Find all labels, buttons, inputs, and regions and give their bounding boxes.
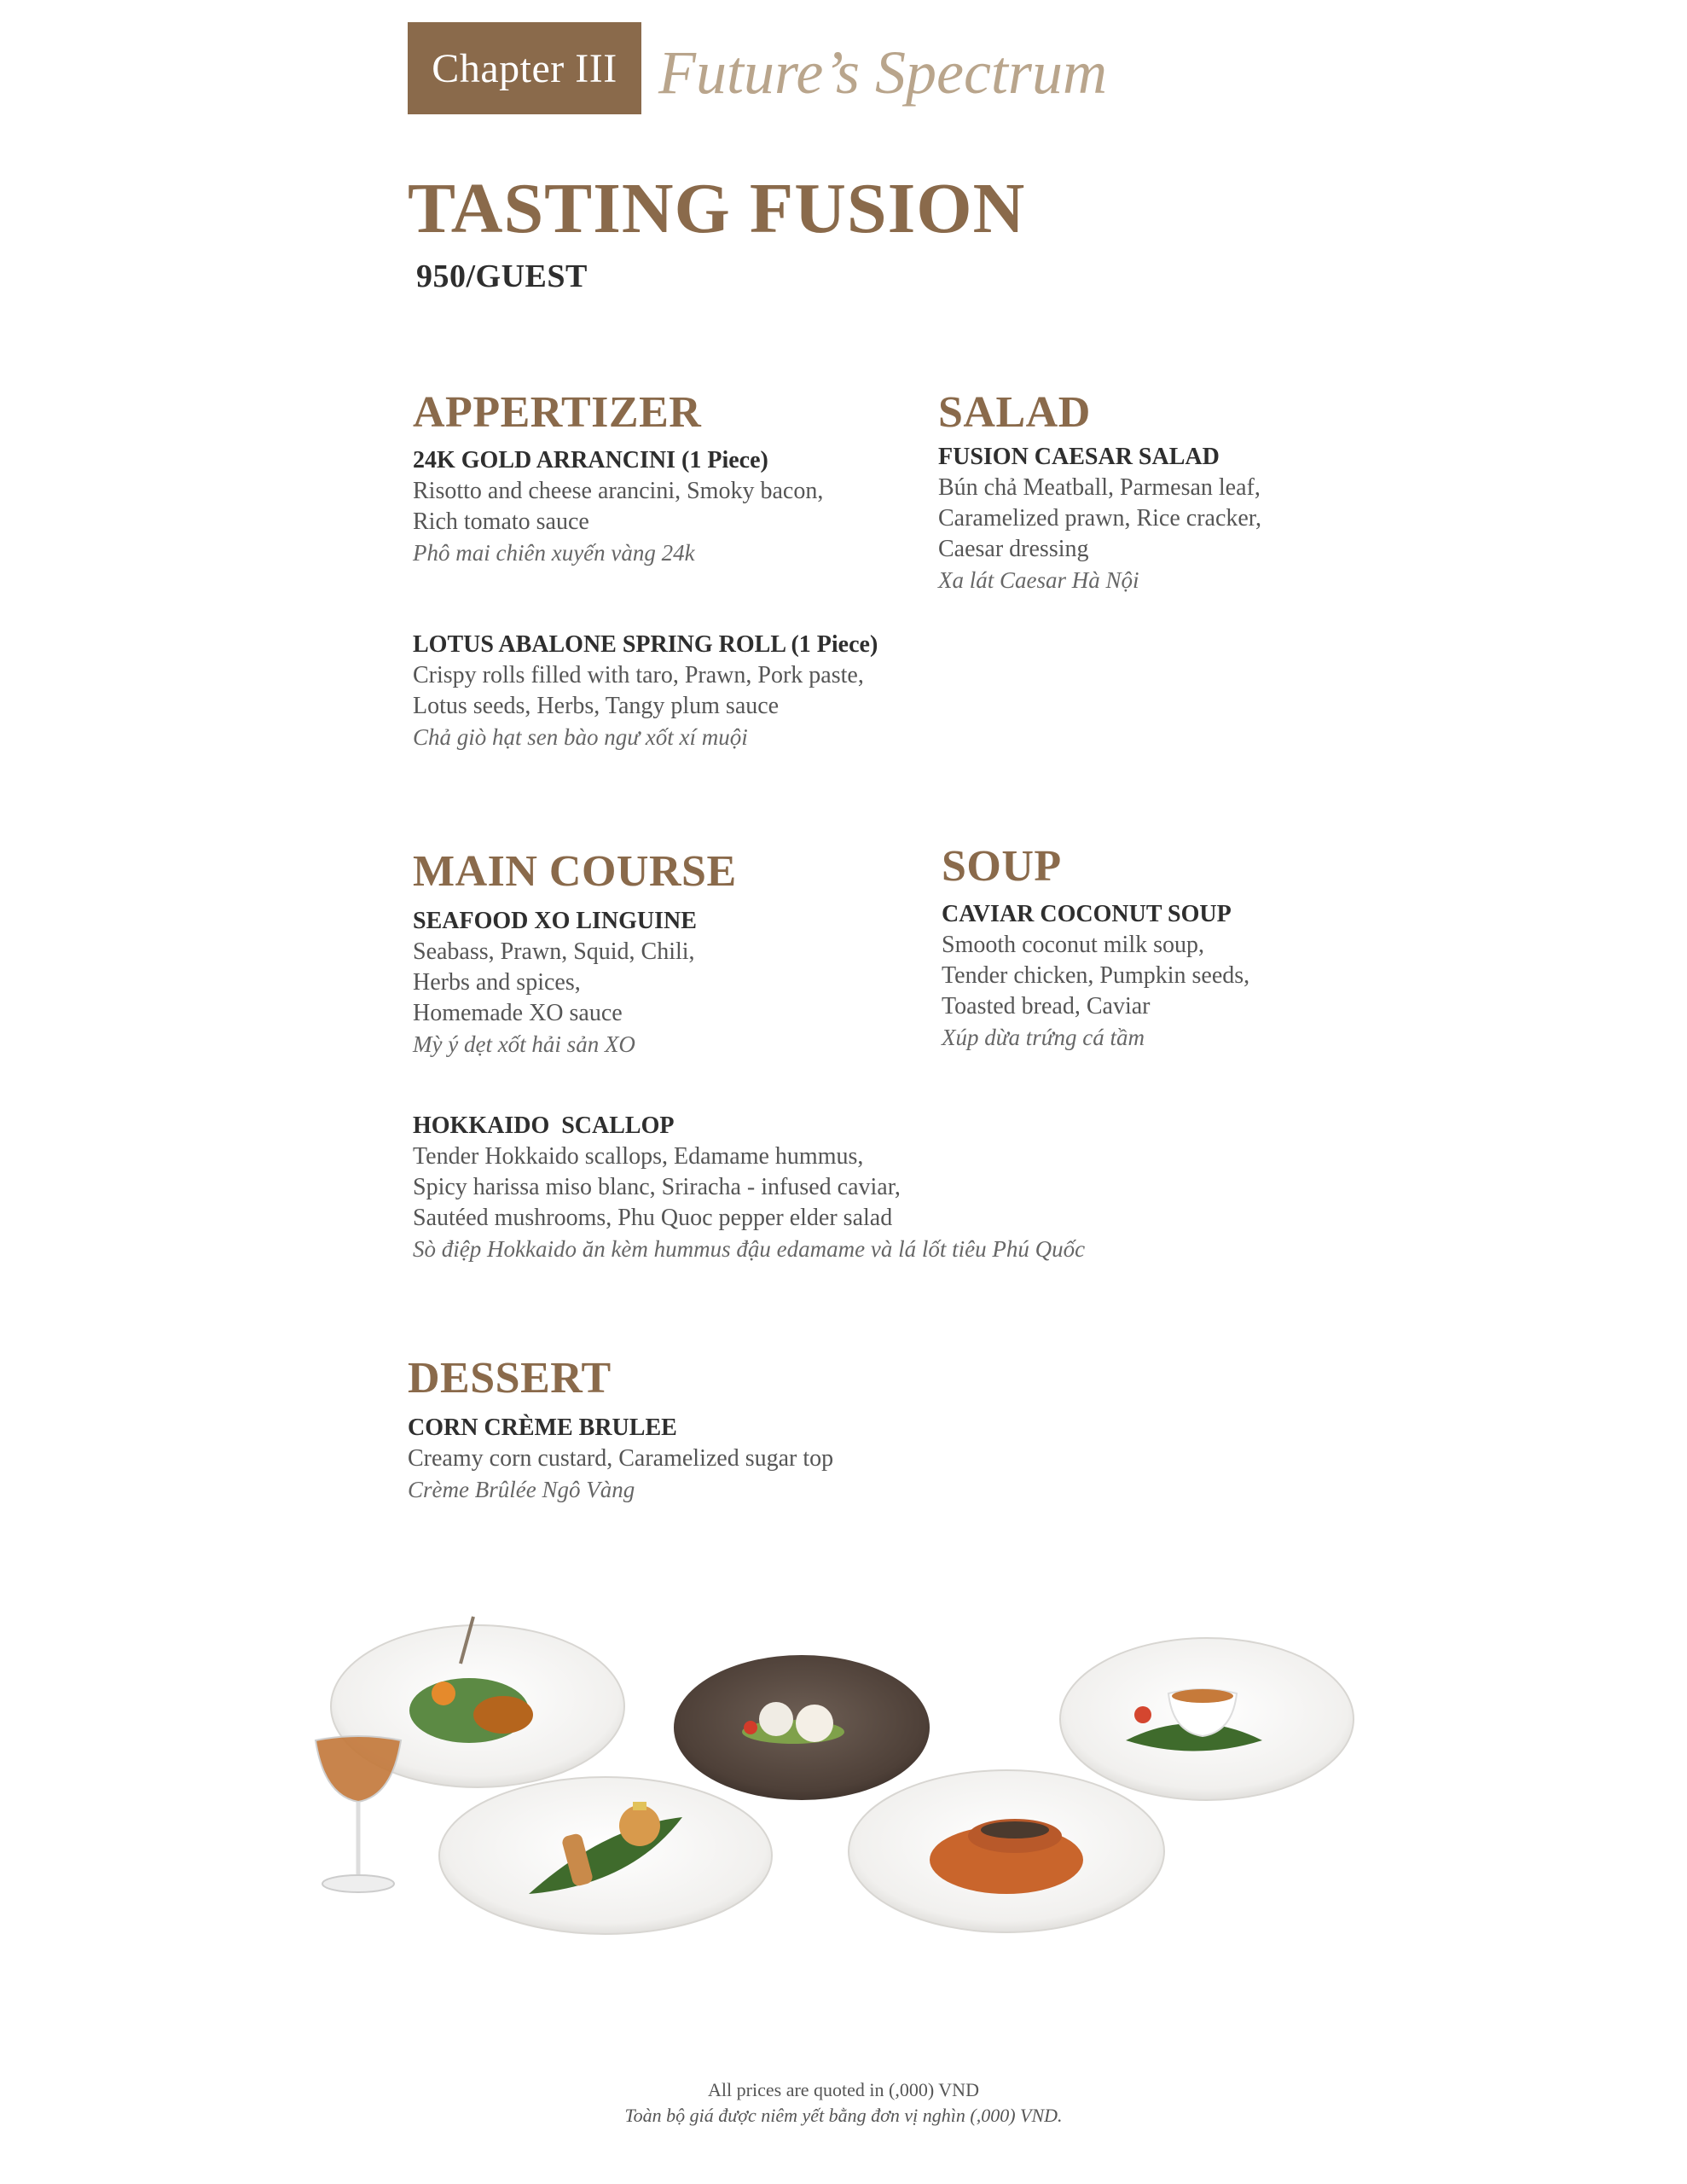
dish-description-line: Risotto and cheese arancini, Smoky bacon, — [413, 478, 824, 504]
dish-hokkaido-scallop — [413, 1111, 1180, 1264]
dish-description-line: Creamy corn custard, Caramelized sugar top — [408, 1445, 834, 1472]
dish-vietnamese-name: Xúp dừa trứng cá tầm — [942, 1025, 1145, 1050]
dish-description-line: Rich tomato sauce — [413, 508, 589, 535]
dish-description-line: Bún chả Meatball, Parmesan leaf, — [938, 474, 1261, 501]
price-note-vi: Toàn bộ giá được niêm yết bằng đơn vị nghìn (,000) VND. — [624, 2105, 1063, 2126]
dish-description-line: Homemade XO sauce — [413, 1000, 623, 1026]
dish-description-line: Lotus seeds, Herbs, Tangy plum sauce — [413, 693, 780, 719]
dish-lotus-abalone-spring-roll — [413, 630, 1112, 752]
section-title-salad: SALAD — [938, 388, 1091, 437]
dish-name: SEAFOOD XO LINGUINE — [413, 908, 697, 934]
dish-vietnamese-name: Chả giò hạt sen bào ngư xốt xí muội — [413, 724, 748, 750]
section-title-main-course: MAIN COURSE — [413, 847, 737, 896]
chapter-badge — [408, 22, 641, 114]
dish-name: HOKKAIDO SCALLOP — [413, 1112, 675, 1139]
food-photo-collage — [307, 1612, 1382, 1937]
dish-description-line: Spicy harissa miso blanc, Sriracha - infused caviar, — [413, 1174, 901, 1200]
menu-price: 950/GUEST — [416, 258, 588, 294]
section-title-appetizer: APPERTIZER — [413, 388, 702, 437]
dish-vietnamese-name: Xa lát Caesar Hà Nội — [938, 567, 1139, 593]
spring-roll-plate-image — [439, 1777, 772, 1934]
dish-description-line: Crispy rolls filled with taro, Prawn, Pork paste, — [413, 662, 864, 688]
cocktail-glass-image — [316, 1736, 401, 1892]
dish-description-line: Sautéed mushrooms, Phu Quoc pepper elder salad — [413, 1205, 893, 1231]
dish-description-line: Caramelized prawn, Rice cracker, — [938, 505, 1261, 531]
soup-plate-image — [1060, 1638, 1354, 1800]
dish-name: CORN CRÈME BRULEE — [408, 1414, 677, 1441]
dish-description-line: Tender Hokkaido scallops, Edamame hummus, — [413, 1143, 864, 1170]
price-note-en: All prices are quoted in (,000) VND — [708, 2079, 979, 2100]
dish-description-line: Smooth coconut milk soup, — [942, 932, 1204, 958]
chapter-subtitle: Future’s Spectrum — [658, 38, 1107, 107]
section-title-dessert: DESSERT — [408, 1354, 612, 1403]
dish-vietnamese-name: Crème Brûlée Ngô Vàng — [408, 1477, 635, 1502]
dish-vietnamese-name: Phô mai chiên xuyến vàng 24k — [413, 540, 695, 566]
scallop-dark-plate-image — [674, 1655, 930, 1800]
chapter-label: Chapter III — [432, 45, 617, 91]
dish-description-line: Seabass, Prawn, Squid, Chili, — [413, 938, 695, 965]
dish-name: FUSION CAESAR SALAD — [938, 444, 1220, 470]
menu-title: TASTING FUSION — [408, 169, 1026, 248]
dish-vietnamese-name: Sò điệp Hokkaido ăn kèm hummus đậu edamame và lá lốt tiêu Phú Quốc — [413, 1236, 1086, 1262]
section-title-soup: SOUP — [942, 842, 1062, 891]
dish-vietnamese-name: Mỳ ý dẹt xốt hải sản XO — [413, 1031, 635, 1057]
dish-name: 24K GOLD ARRANCINI (1 Piece) — [413, 447, 768, 473]
dish-description-line: Herbs and spices, — [413, 969, 581, 996]
dish-fusion-caesar-salad — [938, 442, 1450, 595]
dish-name: LOTUS ABALONE SPRING ROLL (1 Piece) — [413, 631, 878, 658]
dish-description-line: Tender chicken, Pumpkin seeds, — [942, 962, 1250, 989]
dish-corn-creme-brulee — [408, 1413, 1107, 1505]
linguine-plate-image — [849, 1770, 1164, 1932]
dish-caviar-coconut-soup — [942, 899, 1453, 1053]
dish-name: CAVIAR COCONUT SOUP — [942, 901, 1232, 927]
dish-description-line: Toasted bread, Caviar — [942, 993, 1151, 1019]
dish-description-line: Caesar dressing — [938, 536, 1089, 562]
